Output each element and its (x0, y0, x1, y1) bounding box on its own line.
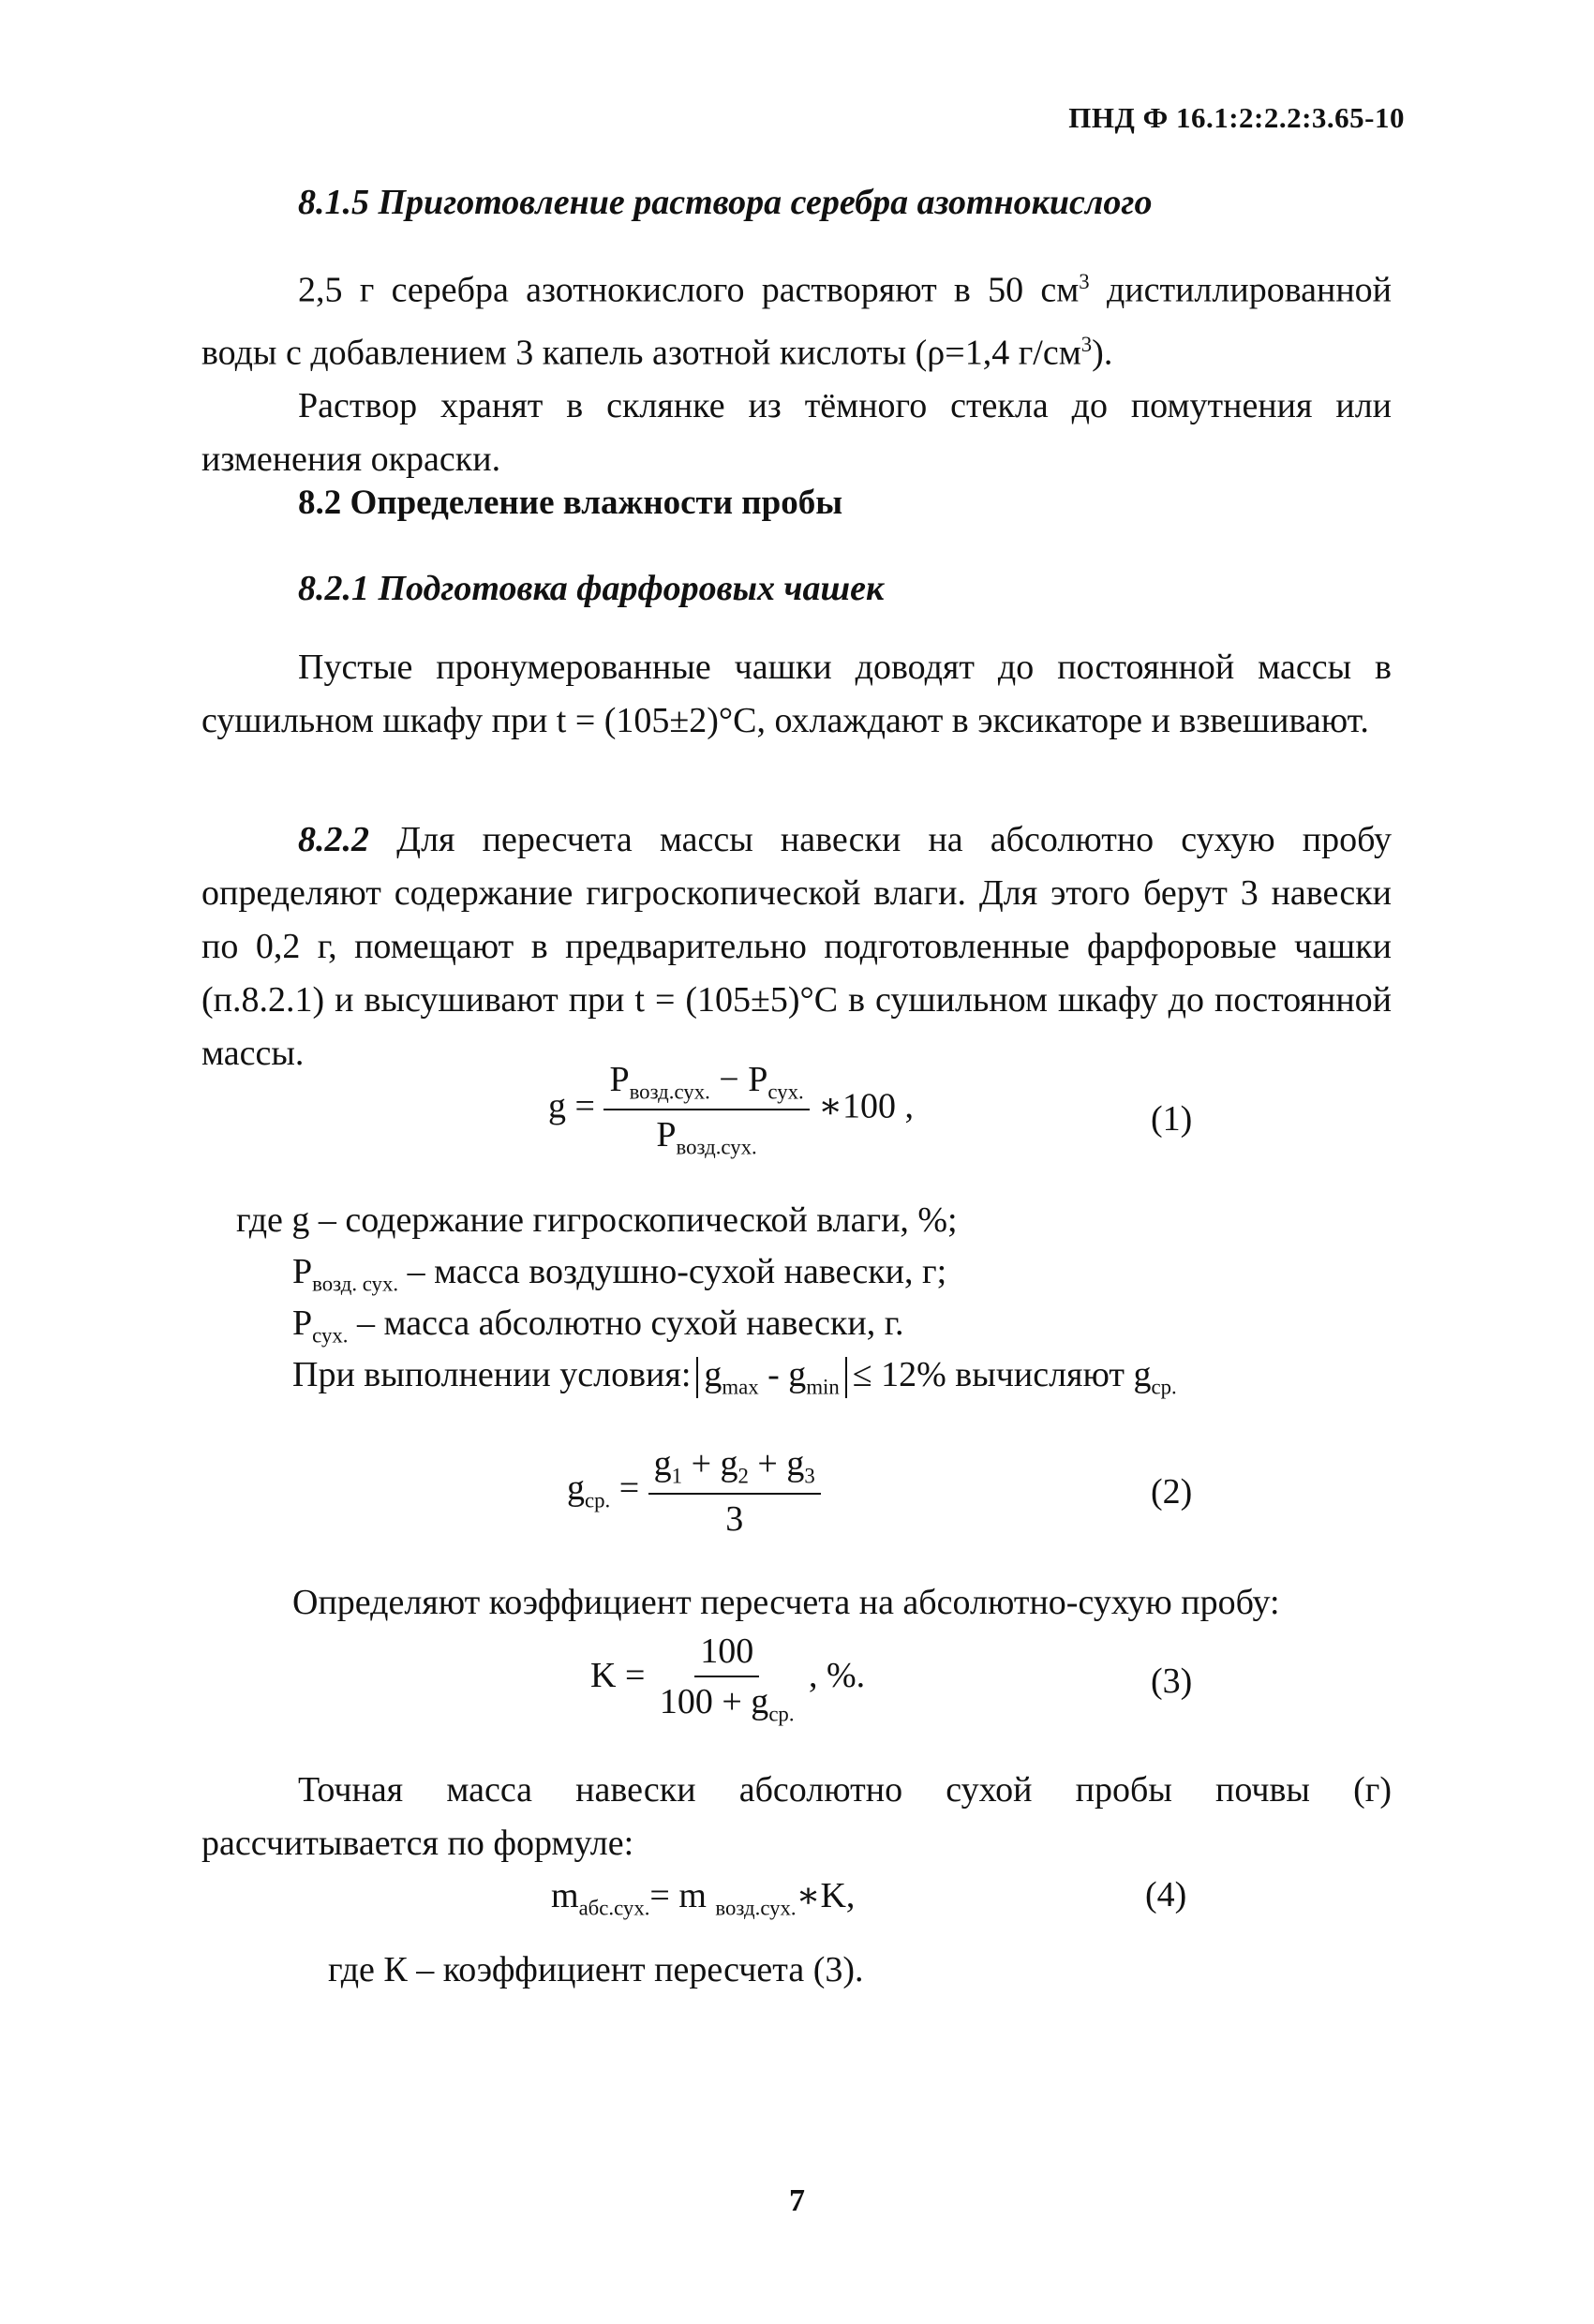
section-8-2 (201, 476, 1392, 529)
paragraph (201, 255, 1392, 380)
equation-2: $g_{ср.}$ = $\frac{g_1 + g_2 + g_3}{3}$ (567, 1443, 821, 1540)
fraction (648, 1443, 821, 1540)
abs-bar (696, 1357, 698, 1398)
mass-paragraph (201, 1764, 1392, 1870)
page-number: 7 (789, 2183, 805, 2218)
text-part: ). (1092, 333, 1113, 373)
text-part: дистиллированной воды с добавлением 3 капель азотной кислоты (ρ=1,4 г/см (201, 270, 1393, 373)
coefficient-paragraph: Определяют коэффициент пересчета на абсолютно-сухую пробу: (292, 1583, 1280, 1622)
section-title-8-2-1: 8.2.1 Подготовка фарфоровых чашек (298, 569, 885, 608)
paragraph: Точная масса навески абсолютно сухой пробы почвы (г) рассчитывается по формуле: (201, 1770, 1392, 1863)
numerator: $g_1 + g_2 + g_3$ (648, 1443, 821, 1495)
equation-3: K = $\frac{100}{100 + g_{ср.}}$ , %. (590, 1631, 866, 1726)
document-code-header: ПНД Ф 16.1:2:2.2:3.65-10 (1068, 101, 1405, 134)
text-part: 2,5 г серебра азотнокислого растворяют в 50 см (298, 270, 1080, 310)
section-8-1-5 (201, 176, 1392, 230)
legend-line-4: При выполнении условия: $g_{max} - g_{min} \le 12\%$ вычисляют $g_{ср.}$ (292, 1355, 1177, 1399)
superscript: 3 (1080, 332, 1093, 356)
equation-4-label: (4) (1145, 1875, 1187, 1914)
numerator: $P_{возд.сух.} - P_{сух.}$ (603, 1059, 809, 1110)
legend-line-1: где g – содержание гигроскопической влаги, %; (236, 1200, 958, 1240)
equation-1 (548, 1059, 914, 1159)
text-part: Для пересчета массы навески на абсолютно сухую пробу определяют содержание гигроскопической влаги. Для этого берут 3 навески по 0,2 г, помещают в предварительно подготовленные фарфоровые чашки (п.8.2.1) и высушивают при t = (105±5)°С в сушильном шкафу до постоянной массы. (201, 820, 1392, 1073)
denominator: $P_{возд.сух.}$ (656, 1114, 757, 1159)
section-title-8-1-5: 8.1.5 Приготовление раствора серебра азотнокислого (298, 183, 1153, 222)
equation-1-label: (1) (1151, 1099, 1193, 1139)
paragraph (201, 813, 1392, 1080)
section-title-8-2: 8.2 Определение влажности пробы (298, 484, 843, 522)
eq-tail: ∗100 , (818, 1086, 915, 1126)
paragraph: Раствор хранят в склянке из тёмного стекла до помутнения или изменения окраски. (201, 386, 1392, 480)
numerator: 100 (694, 1631, 759, 1677)
k-definition: где К – коэффициент пересчета (3). (328, 1950, 864, 1989)
section-number: 8.2.2 (298, 820, 369, 859)
superscript: 3 (1079, 270, 1090, 293)
eq-lhs: g = (548, 1086, 595, 1126)
section-8-2-2-text (201, 813, 1392, 1080)
legend-line-3: $P_{сух.}$ – масса абсолютно сухой навески, г. (292, 1304, 904, 1348)
equation-2-label: (2) (1151, 1472, 1193, 1512)
section-8-2-1-text (201, 641, 1392, 748)
abs-bar (845, 1357, 847, 1398)
paragraph: Пустые пронумерованные чашки доводят до постоянной массы в сушильном шкафу при t = (105±2)°С, охлаждают в эксикаторе и взвешивают. (201, 648, 1392, 740)
section-8-2-1 (201, 562, 1392, 616)
equation-3-label: (3) (1151, 1661, 1193, 1701)
fraction (603, 1059, 809, 1159)
legend-line-2: $P_{возд. сух.}$ – масса воздушно-сухой навески, г; (292, 1252, 947, 1296)
denominator: 3 (725, 1498, 744, 1539)
section-8-1-5-text (201, 255, 1392, 486)
denominator: $100 + g_{ср.}$ (659, 1682, 795, 1726)
equation-4: $m_{абс.сух.}= m$ $_{возд.сух.}$∗K, (551, 1876, 856, 1920)
fraction (654, 1631, 800, 1727)
